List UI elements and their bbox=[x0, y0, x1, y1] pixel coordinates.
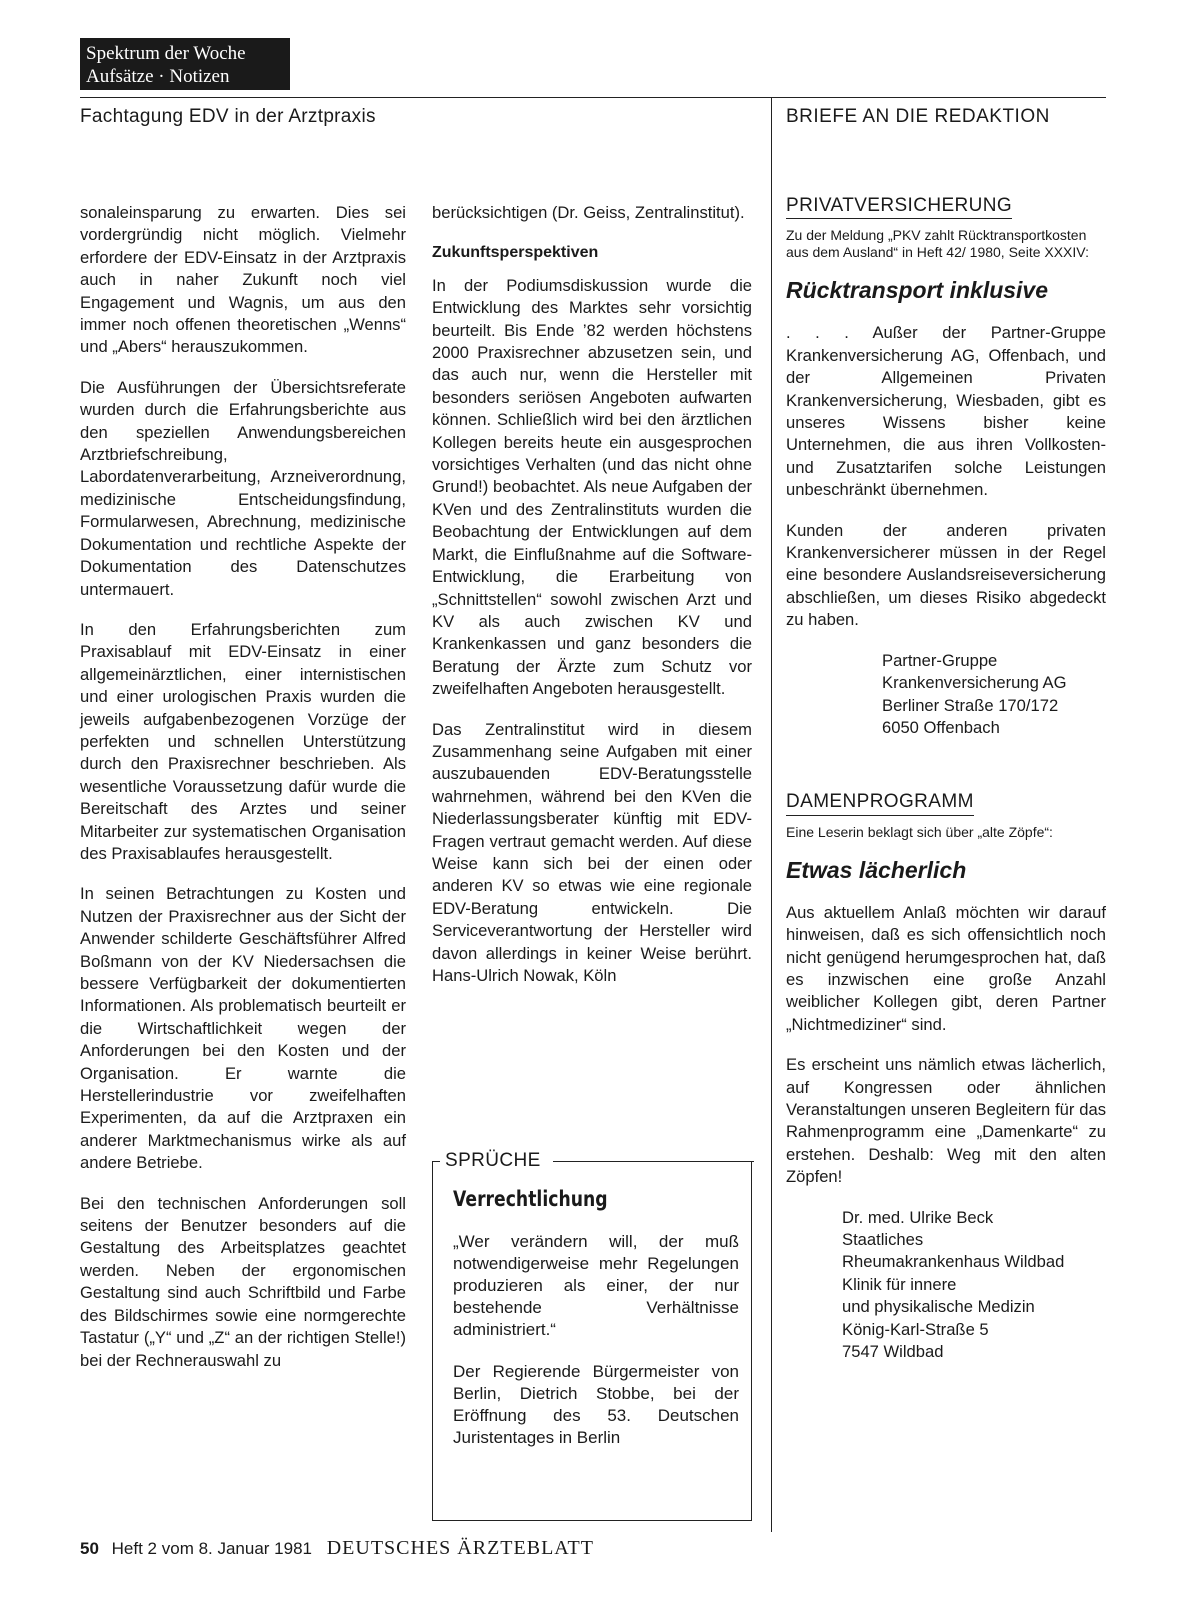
letters-column bbox=[786, 195, 1106, 1381]
quote-source: Der Regierende Bürgermeister von Berlin, Dietrich Stobbe, bei der Eröffnung des 53. Deutschen Juristentages in Berlin bbox=[453, 1362, 739, 1447]
badge-line-1: Spektrum der Woche bbox=[86, 43, 246, 64]
article-column-2 bbox=[432, 202, 752, 1005]
paragraph: sonaleinsparung zu erwarten. Dies sei vordergründig nicht möglich. Vielmehr erfordere der EDV-Einsatz in der Arztpraxis auch in naher Zukunft noch viel Engagement und Wagnis, um aus den immer noch offenen theoretischen „Wenns“ und „Abers“ herauszukommen. bbox=[80, 203, 406, 357]
article-column-1 bbox=[80, 202, 406, 1390]
paragraph: Kunden der anderen privaten Krankenversicherer müssen in der Regel eine besondere Auslandsreiseversicherung abschließen, um dieses Risiko abgedeckt zu haben. bbox=[786, 520, 1106, 630]
box-body bbox=[453, 1231, 739, 1469]
page-number: 50 bbox=[80, 1539, 99, 1558]
box-label: SPRÜCHE bbox=[445, 1150, 541, 1171]
letter-signature: Partner-Gruppe Krankenversicherung AG Berliner Straße 170/172 6050 Offenbach bbox=[882, 650, 1067, 737]
paragraph: Es erscheint uns nämlich etwas lächerlich, auf Kongressen oder ähnlichen Veranstaltungen unseren Begleitern für das Rahmenprogramm eine „Damenkarte“ zu erstehen. Deshalb: Weg mit den alten Zöpfen! bbox=[786, 1055, 1106, 1187]
paragraph: Bei den technischen Anforderungen soll seitens der Benutzer besonders auf die Gestaltung des Arbeitsplatzes geachtet werden. Neben der ergonomischen Gestaltung sind auch Schriftbild und Farbe des Bildschirmes sowie eine normgerechte Tastatur („Y“ und „Z“ an der richtigen Stelle!) bei der Rechnerauswahl zu bbox=[80, 1193, 406, 1370]
box-title: Verrechtlichung bbox=[453, 1187, 608, 1211]
issue-info: Heft 2 vom 8. Januar 1981 bbox=[111, 1539, 312, 1558]
letter-headline: Etwas lächerlich bbox=[786, 856, 967, 883]
section-title: PRIVATVERSICHERUNG bbox=[786, 195, 1012, 219]
article-header: Fachtagung EDV in der Arztpraxis bbox=[80, 106, 376, 127]
paragraph: berücksichtigen (Dr. Geiss, Zentralinstitut). bbox=[432, 203, 745, 222]
paragraph: Die Ausführungen der Übersichtsreferate wurden durch die Erfahrungsberichte aus den speziellen Anwendungsbereichen Arztbriefschreibung, Labordatenverarbeitung, Arzneiverordnung, medizinische Entscheidungsfindung, Formularwesen, Abrechnung, medizinische Dokumentation und rechtliche Aspekte der Dokumentation des Datenschutzes untermauert. bbox=[80, 377, 406, 599]
paragraph: . . . Außer der Partner-Gruppe Krankenversicherung AG, Offenbach, und der Allgemeinen Privaten Krankenversicherung, Wiesbaden, gibt es unseres Wissens bisher keine Unternehmen, die aus ihren Vollkosten- und Zusatztarifen solche Leistungen unbeschränkt übernehmen. bbox=[786, 323, 1106, 500]
page-footer bbox=[80, 1537, 594, 1560]
badge-line-2: Aufsätze · Notizen bbox=[86, 66, 230, 87]
paragraph: In seinen Betrachtungen zu Kosten und Nutzen der Praxisrechner aus der Sicht der Anwender schilderte Geschäftsführer Alfred Boßmann von der KV Niedersachsen die bessere Verfügbarkeit der dokumentierten Informationen. Als problematisch beurteilt er die Wirtschaftlichkeit wegen der Anforderungen bei den Kosten und der Organisation. Er warnte die Herstellerindustrie vor zweifelhaften Experimenten, da auf die Arztpraxen ein anderer Marktmechanismus wirke als auf andere Betriebe. bbox=[80, 884, 406, 1173]
section-badge bbox=[80, 38, 290, 90]
subheading: Zukunftsperspektiven bbox=[432, 244, 599, 262]
magazine-name: DEUTSCHES ÄRZTEBLATT bbox=[326, 1537, 594, 1559]
quote-text: „Wer verändern will, der muß notwendigerweise mehr Regelungen produzieren als einer, der nur bestehende Verhältnisse administriert.“ bbox=[453, 1232, 739, 1339]
section-title: DAMENPROGRAMM bbox=[786, 791, 974, 815]
letter-intro: Eine Leserin beklagt sich über „alte Zöpfe“: bbox=[786, 823, 1053, 840]
quote-box bbox=[432, 1150, 752, 1521]
paragraph: In der Podiumsdiskussion wurde die Entwicklung des Marktes sehr vorsichtig beurteilt. Bis Ende ’82 werden höchstens 2000 Praxisrechner abzusetzen sein, und das auch nur, wenn die Hersteller mit besonders seriösen Angeboten aufwarten können. Schließlich wird bei den ärztlichen Kollegen bereits heute ein ausgesprochen vorsichtiges Verhalten (und das nicht ohne Grund!) beobachtet. Als neue Aufgaben der KVen und des Zentralinstituts wurden die Beobachtung der Entwicklungen auf dem Markt, die Einflußnahme auf die Software-Entwicklung, die Erarbeitung von „Schnittstellen“ sowohl zwischen Arzt und KV als auch zwischen KV und Krankenkassen und ganz besonders die Beratung der Ärzte zum Schutz vor zweifelhaften Angeboten herausgestellt. bbox=[432, 275, 752, 699]
paragraph: In den Erfahrungsberichten zum Praxisablauf mit EDV-Einsatz in einer allgemeinärztlichen, einer internistischen und einer urologischen Praxis wurden die jeweils aufgabenbezogenen Vorzüge der perfekten und schnellen Unterstützung durch den Praxisrechner beschrieben. Als wesentliche Voraussetzung dafür wurde die Bereitschaft des Arztes und seiner Mitarbeiter zur systematischen Organisation des Praxisablaufes herausgestellt. bbox=[80, 619, 406, 863]
column-divider bbox=[771, 97, 772, 1532]
letter-headline: Rücktransport inklusive bbox=[786, 277, 1049, 304]
paragraph: Das Zentralinstitut wird in diesem Zusammenhang seine Aufgaben mit einer auszubauenden EDV-Beratungsstelle wahrnehmen, während bei den KVen die Niederlassungsberater künftig mit EDV-Fragen vertraut gemacht werden. Auf diese Weise kann sich bei der einen oder anderen KV so etwas wie eine regionale EDV-Beratung entwickeln. Die Serviceverantwortung der Hersteller wird davon allerdings in keiner Weise berührt. Hans-Ulrich Nowak, Köln bbox=[432, 719, 752, 985]
letter-intro: Zu der Meldung „PKV zahlt Rücktransportkosten aus dem Ausland“ in Heft 42/ 1980, Seite XXXIV: bbox=[786, 227, 1089, 261]
letters-header: BRIEFE AN DIE REDAKTION bbox=[786, 106, 1050, 127]
letter-signature: Dr. med. Ulrike Beck Staatliches Rheumakrankenhaus Wildbad Klinik für innere und physikalische Medizin König-Karl-Straße 5 7547 Wildbad bbox=[842, 1207, 1065, 1362]
paragraph: Aus aktuellem Anlaß möchten wir darauf hinweisen, daß es sich offensichtlich noch nicht genügend herumgesprochen hat, daß es inzwischen eine große Anzahl weiblicher Kollegen gibt, deren Partner „Nichtmediziner“ sind. bbox=[786, 902, 1106, 1034]
header-rule bbox=[80, 97, 1106, 98]
